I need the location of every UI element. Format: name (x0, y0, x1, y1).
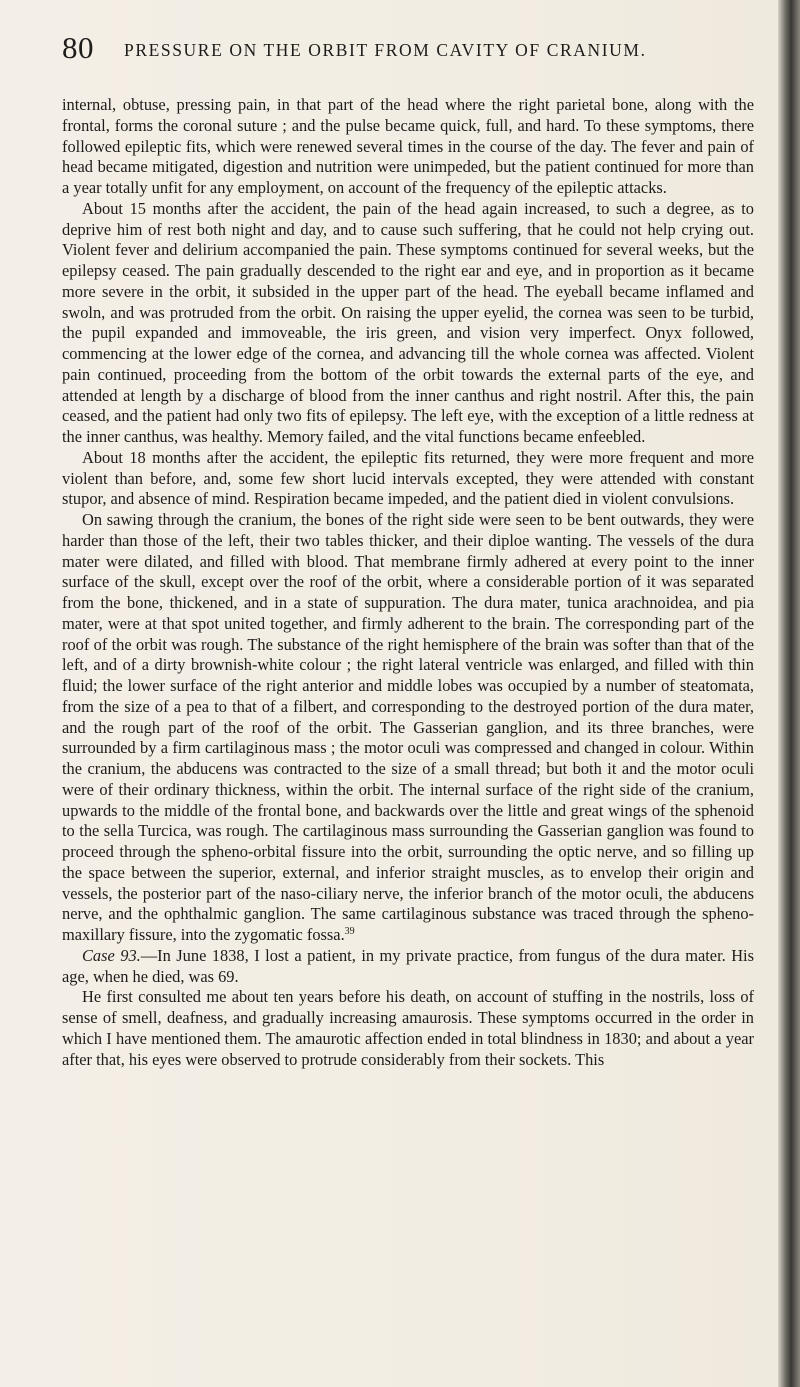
case-label: Case 93. (82, 945, 141, 965)
body-text (62, 95, 754, 1070)
paragraph (62, 510, 754, 946)
paragraph (62, 448, 754, 510)
book-binding-edge (778, 0, 800, 1387)
paragraph-text: internal, obtuse, pressing pain, in that part of the head where the right parietal bone, along with the frontal, forms the coronal suture ; and the pulse became quick, full, and hard. To these symptoms, there followed epileptic fits, which were renewed several times in the course of the day. The fever and pain of head became mitigated, digestion and nutrition were unimpeded, but the patient continued for more than a year totally unfit for any employment, on account of the frequency of the epileptic attacks. (62, 95, 754, 197)
paragraph-text: He first consulted me about ten years before his death, on account of stuffing in the nostrils, loss of sense of smell, deafness, and gradually increasing amaurosis. These symptoms occurred in the order in which I have mentioned them. The amaurotic affection ended in total blindness in 1830; and about a year after that, his eyes were observed to protrude considerably from their sockets. This (62, 987, 754, 1069)
page-header (62, 28, 752, 68)
paragraph-text: —In June 1838, I lost a patient, in my private practice, from fungus of the dura mater. His age, when he died, was 69. (62, 945, 754, 986)
paragraph (62, 987, 754, 1070)
paragraph-text: About 18 months after the accident, the epileptic fits returned, they were more frequent and more violent than before, and, some few short lucid intervals excepted, they were attended with constant stupor, and absence of mind. Respiration became impeded, and the patient died in violent convulsions. (62, 447, 754, 509)
paragraph-continuation (62, 95, 754, 199)
footnote-mark: 39 (344, 926, 355, 937)
paragraph-text: About 15 months after the accident, the pain of the head again increased, to such a degree, as to deprive him of rest both night and day, and to cause such suffering, that he could not help crying out. Violent fever and delirium accompanied the pain. These symptoms continued for several weeks, but the epilepsy ceased. The pain gradually descended to the right ear and eye, and in proportion as it became more severe in the orbit, it subsided in the upper part of the head. The eyeball became inflamed and swoln, and was protruded from the orbit. On raising the upper eyelid, the cornea was seen to be turbid, the pupil expanded and immoveable, the iris green, and vision very imperfect. Onyx followed, commencing at the lower edge of the cornea, and advancing till the whole cornea was affected. Violent pain continued, proceeding from the bottom of the orbit towards the external parts of the eye, and attended at length by a discharge of blood from the inner canthus and right nostril. After this, the pain ceased, and the patient had only two fits of epilepsy. The left eye, with the exception of a little redness at the inner canthus, was healthy. Memory failed, and the vital functions became enfeebled. (62, 198, 754, 446)
page-number: 80 (62, 30, 94, 65)
paragraph (62, 199, 754, 448)
running-head: PRESSURE ON THE ORBIT FROM CAVITY OF CRANIUM. (124, 40, 647, 60)
case-paragraph (62, 946, 754, 988)
paragraph-text: On sawing through the cranium, the bones of the right side were seen to be bent outwards, they were harder than those of the left, their two tables thicker, and their diploe wanting. The vessels of the dura mater were dilated, and filled with blood. That membrane firmly adhered at every point to the inner surface of the skull, except over the roof of the orbit, where a considerable portion of it was separated from the bone, thickened, and in a state of suppuration. The dura mater, tunica arachnoidea, and pia mater, were at that spot united together, and firmly adherent to the brain. The corresponding part of the roof of the orbit was rough. The substance of the right hemisphere of the brain was softer than that of the left, and of a dirty brownish-white colour ; the right lateral ventricle was enlarged, and filled with thin fluid; the lower surface of the right anterior and middle lobes was occupied by a number of steatomata, from the size of a pea to that of a filbert, and corresponding to the destroyed portion of the dura mater, and the rough part of the roof of the orbit. The Gasserian ganglion, and its three branches, were surrounded by a firm cartilaginous mass ; the motor oculi was compressed and changed in colour. Within the cranium, the abducens was contracted to the size of a small thread; but both it and the motor oculi were of their ordinary thickness, within the orbit. The internal surface of the right side of the cranium, upwards to the middle of the frontal bone, and backwards over the little and great wings of the sphenoid to the sella Turcica, was rough. The cartilaginous mass surrounding the Gasserian ganglion was found to proceed through the spheno-orbital fissure into the orbit, surrounding the optic nerve, and so filling up the space between the superior, external, and inferior straight muscles, as to envelop their origin and vessels, the posterior part of the naso-ciliary nerve, the inferior branch of the motor oculi, the abducens nerve, and the ophthalmic ganglion. The same cartilaginous substance was traced through the spheno-maxillary fissure, into the zygomatic fossa. (62, 510, 754, 944)
